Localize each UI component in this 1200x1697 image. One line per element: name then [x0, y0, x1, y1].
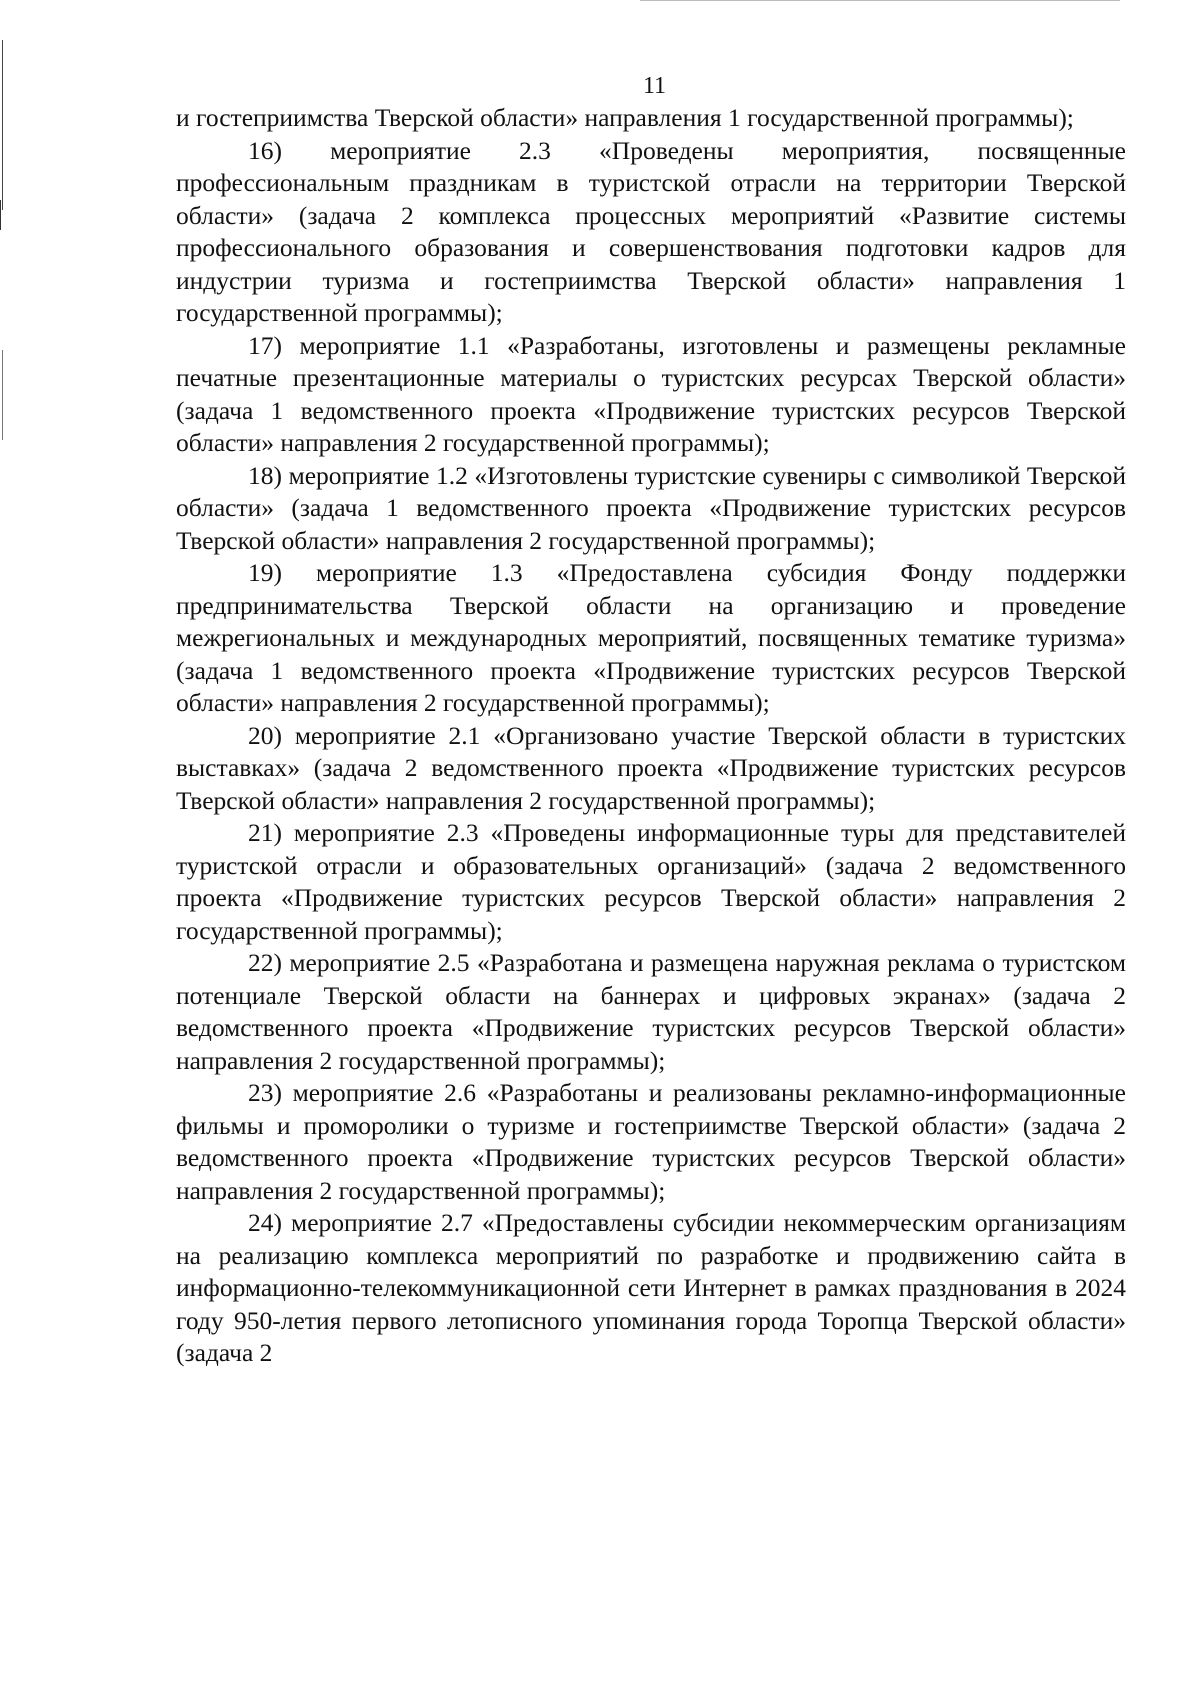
scan-edge-mark	[2, 40, 3, 210]
paragraph-continuation: и гостеприимства Тверской области» направления 1 государственной программы);	[176, 103, 1074, 132]
paragraph-item-16: 16) мероприятие 2.3 «Проведены мероприятия, посвященные профессиональным праздникам в туристской отрасли на территории Тверской области» (задача 2 комплекса процессных мероприятий «Развитие системы профессионального образования и совершенствования подготовки кадров для индустрии туризма и гостеприимства Тверской области» направления 1 государственной программы);	[176, 135, 1126, 327]
paragraph-item-18: 18) мероприятие 1.2 «Изготовлены туристские сувениры с символикой Тверской области» (задача 1 ведомственного проекта «Продвижение туристских ресурсов Тверской области» направления 2 государственной программы);	[176, 460, 1126, 555]
paragraph-item-22: 22) мероприятие 2.5 «Разработана и размещена наружная реклама о туристском потенциале Тверской области на баннерах и цифровых экранах» (задача 2 ведомственного проекта «Продвижение туристских ресурсов Тверской области» направления 2 государственной программы);	[176, 948, 1126, 1075]
document-body	[176, 102, 1126, 1370]
scan-border-line	[640, 0, 1120, 1]
paragraph-item-20: 20) мероприятие 2.1 «Организовано участие Тверской области в туристских выставках» (задача 2 ведомственного проекта «Продвижение туристских ресурсов Тверской области» направления 2 государственной программы);	[176, 720, 1126, 815]
paragraph-item-21: 21) мероприятие 2.3 «Проведены информационные туры для представителей туристской отрасли и образовательных организаций» (задача 2 ведомственного проекта «Продвижение туристских ресурсов Тверской области» направления 2 государственной программы);	[176, 818, 1126, 945]
paragraph-item-19: 19) мероприятие 1.3 «Предоставлена субсидия Фонду поддержки предпринимательства Тверской области на организацию и проведение межрегиональных и международных мероприятий, посвященных тематике туризма» (задача 1 ведомственного проекта «Продвижение туристских ресурсов Тверской области» направления 2 государственной программы);	[176, 558, 1126, 717]
scan-edge-mark	[2, 350, 3, 440]
paragraph-item-17: 17) мероприятие 1.1 «Разработаны, изготовлены и размещены рекламные печатные презентационные материалы о туристских ресурсах Тверской области» (задача 1 ведомственного проекта «Продвижение туристских ресурсов Тверской области» направления 2 государственной программы);	[176, 330, 1126, 457]
scan-edge-mark	[0, 200, 1, 230]
paragraph-item-24: 24) мероприятие 2.7 «Предоставлены субсидии некоммерческим организациям на реализацию комплекса мероприятий по разработке и продвижению сайта в информационно-телекоммуникационной сети Интернет в рамках празднования в 2024 году 950-летия первого летописного упоминания города Торопца Тверской области» (задача 2	[176, 1208, 1126, 1367]
page-number: 11	[642, 73, 667, 99]
paragraph-item-23: 23) мероприятие 2.6 «Разработаны и реализованы рекламно-информационные фильмы и проморолики о туризме и гостеприимстве Тверской области» (задача 2 ведомственного проекта «Продвижение туристских ресурсов Тверской области» направления 2 государственной программы);	[176, 1078, 1126, 1205]
